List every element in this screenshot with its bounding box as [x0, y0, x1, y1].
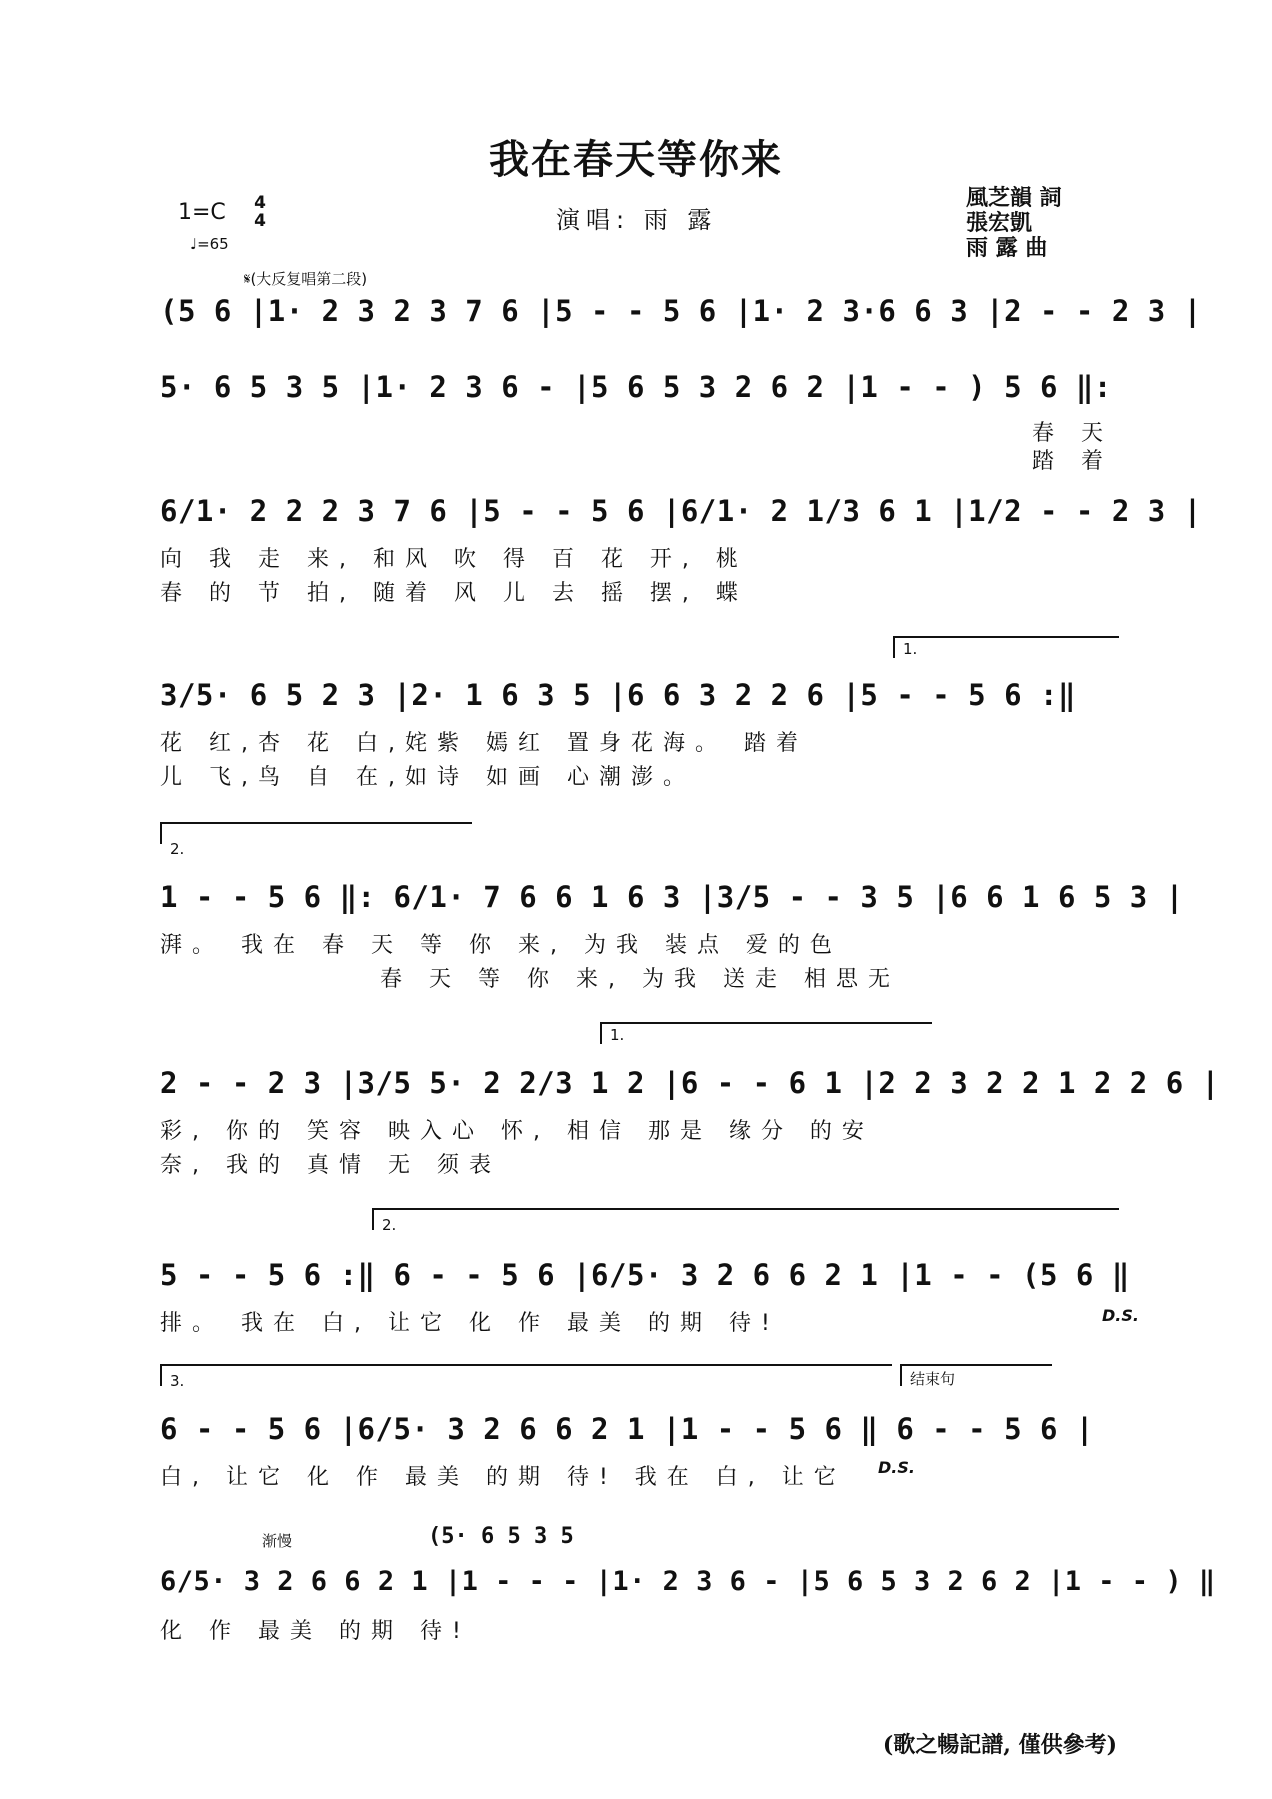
lyric-system-9-a: 化 作 最美 的期 待!	[160, 1619, 471, 1644]
lyric-system-6-a: 彩, 你的 笑容 映入心 怀, 相信 那是 缘分 的安	[160, 1119, 874, 1144]
notes-system-1: (5 6 |1· 2 3 2 3 7 6 |5 - - 5 6 |1· 2 3·6 6 3 |2 - - 2 3 |	[160, 294, 1202, 328]
lyric-system-4-b: 儿 飞,鸟 自 在,如诗 如画 心潮澎。	[160, 765, 695, 790]
volta-label: 2.	[382, 1216, 397, 1234]
lyric-system-3-b: 春 的 节 拍, 随着 风 儿 去 摇 摆, 蝶	[160, 581, 748, 606]
system-2	[160, 370, 1120, 474]
footer-note: (歌之暢記譜, 僅供參考)	[882, 1732, 1117, 1758]
notes-system-4: 3/5· 6 5 2 3 |2· 1 6 3 5 |6 6 3 2 2 6 |5 - - 5 6 :‖	[160, 678, 1076, 712]
coda-bracket	[900, 1364, 1052, 1386]
time-signature	[252, 194, 268, 230]
notes-system-9: 6/5· 3 2 6 6 2 1 |1 - - - |1· 2 3 6 - |5 6 5 3 2 6 2 |1 - - ) ‖	[160, 1566, 1216, 1597]
time-signature-bottom: 4	[254, 211, 266, 231]
volta-label: 1.	[903, 640, 918, 658]
singer-credit: 演唱: 雨 露	[556, 206, 718, 234]
lyric-system-5-a: 湃。 我在 春 天 等 你 来, 为我 装点 爱的色	[160, 933, 842, 958]
lyric-system-8-a: 白, 让它 化 作 最美 的期 待! 我在 白, 让它	[160, 1465, 846, 1490]
notes-system-3: 6/1· 2 2 2 3 7 6 |5 - - 5 6 |6/1· 2 1/3 6 1 |1/2 - - 2 3 |	[160, 494, 1202, 528]
ds-marking-2: D.S.	[878, 1458, 915, 1477]
composer-credit-1: 張宏凱	[966, 210, 1033, 236]
volta-label: 1.	[610, 1026, 625, 1044]
ds-marking-1: D.S.	[1102, 1306, 1139, 1325]
key-signature: 1=C	[178, 200, 226, 225]
system-6	[160, 1066, 1220, 1178]
lyric-system-5-b: 春 天 等 你 来, 为我 送走 相思无	[380, 967, 900, 992]
system-1	[160, 294, 1202, 334]
volta-1a	[893, 636, 1119, 658]
volta-label: 3.	[170, 1372, 185, 1390]
notes-system-6: 2 - - 2 3 |3/5 5· 2 2/3 1 2 |6 - - 6 1 |2 2 3 2 2 1 2 2 6 |	[160, 1066, 1220, 1100]
volta-1b	[600, 1022, 932, 1044]
coda-label: 结束句	[910, 1370, 956, 1388]
time-signature-top: 4	[254, 193, 266, 213]
segno-note: 𝄋(大反复唱第二段)	[244, 270, 368, 288]
lyric-system-4-a: 花 红,杏 花 白,姹紫 嫣红 置身花海。 踏着	[160, 731, 808, 756]
lyric-system-3-a: 向 我 走 来, 和风 吹 得 百 花 开, 桃	[160, 547, 748, 572]
rit-marking: 渐慢	[262, 1532, 293, 1550]
volta-3	[160, 1364, 892, 1390]
author-credits	[966, 186, 1062, 261]
system-5	[160, 880, 1184, 992]
notes-system-7: 5 - - 5 6 :‖ 6 - - 5 6 |6/5· 3 2 6 6 2 1 |1 - - (5 6 ‖	[160, 1258, 1130, 1292]
notes-system-2: 5· 6 5 3 5 |1· 2 3 6 - |5 6 5 3 2 6 2 |1 - - ) 5 6 ‖:	[160, 370, 1112, 404]
system-9	[160, 1566, 1216, 1644]
volta-2b	[372, 1208, 1119, 1234]
lyric-system-2-b: 踏 着	[1032, 449, 1113, 474]
system-3	[160, 494, 1202, 606]
lyric-system-7-a: 排。 我在 白, 让它 化 作 最美 的期 待!	[160, 1311, 780, 1336]
notes-system-8: 6 - - 5 6 |6/5· 3 2 6 6 2 1 |1 - - 5 6 ‖ 6 - - 5 6 |	[160, 1412, 1094, 1446]
system-4	[160, 678, 1120, 790]
volta-2a	[160, 822, 472, 858]
lyric-system-6-b: 奈, 我的 真情 无 须表	[160, 1153, 501, 1178]
tempo-marking: ♩=65	[190, 235, 229, 253]
composer-credit-2: 雨 露 曲	[966, 235, 1048, 261]
intro-snippet: (5· 6 5 3 5	[428, 1524, 574, 1549]
volta-label: 2.	[170, 840, 185, 858]
page-title: 我在春天等你来	[489, 136, 783, 183]
lyric-system-2-a: 春 天	[1032, 421, 1113, 446]
notes-system-5: 1 - - 5 6 ‖: 6/1· 7 6 6 1 6 3 |3/5 - - 3 5 |6 6 1 6 5 3 |	[160, 880, 1184, 914]
lyricist-credit: 風芝韻 詞	[966, 185, 1062, 211]
